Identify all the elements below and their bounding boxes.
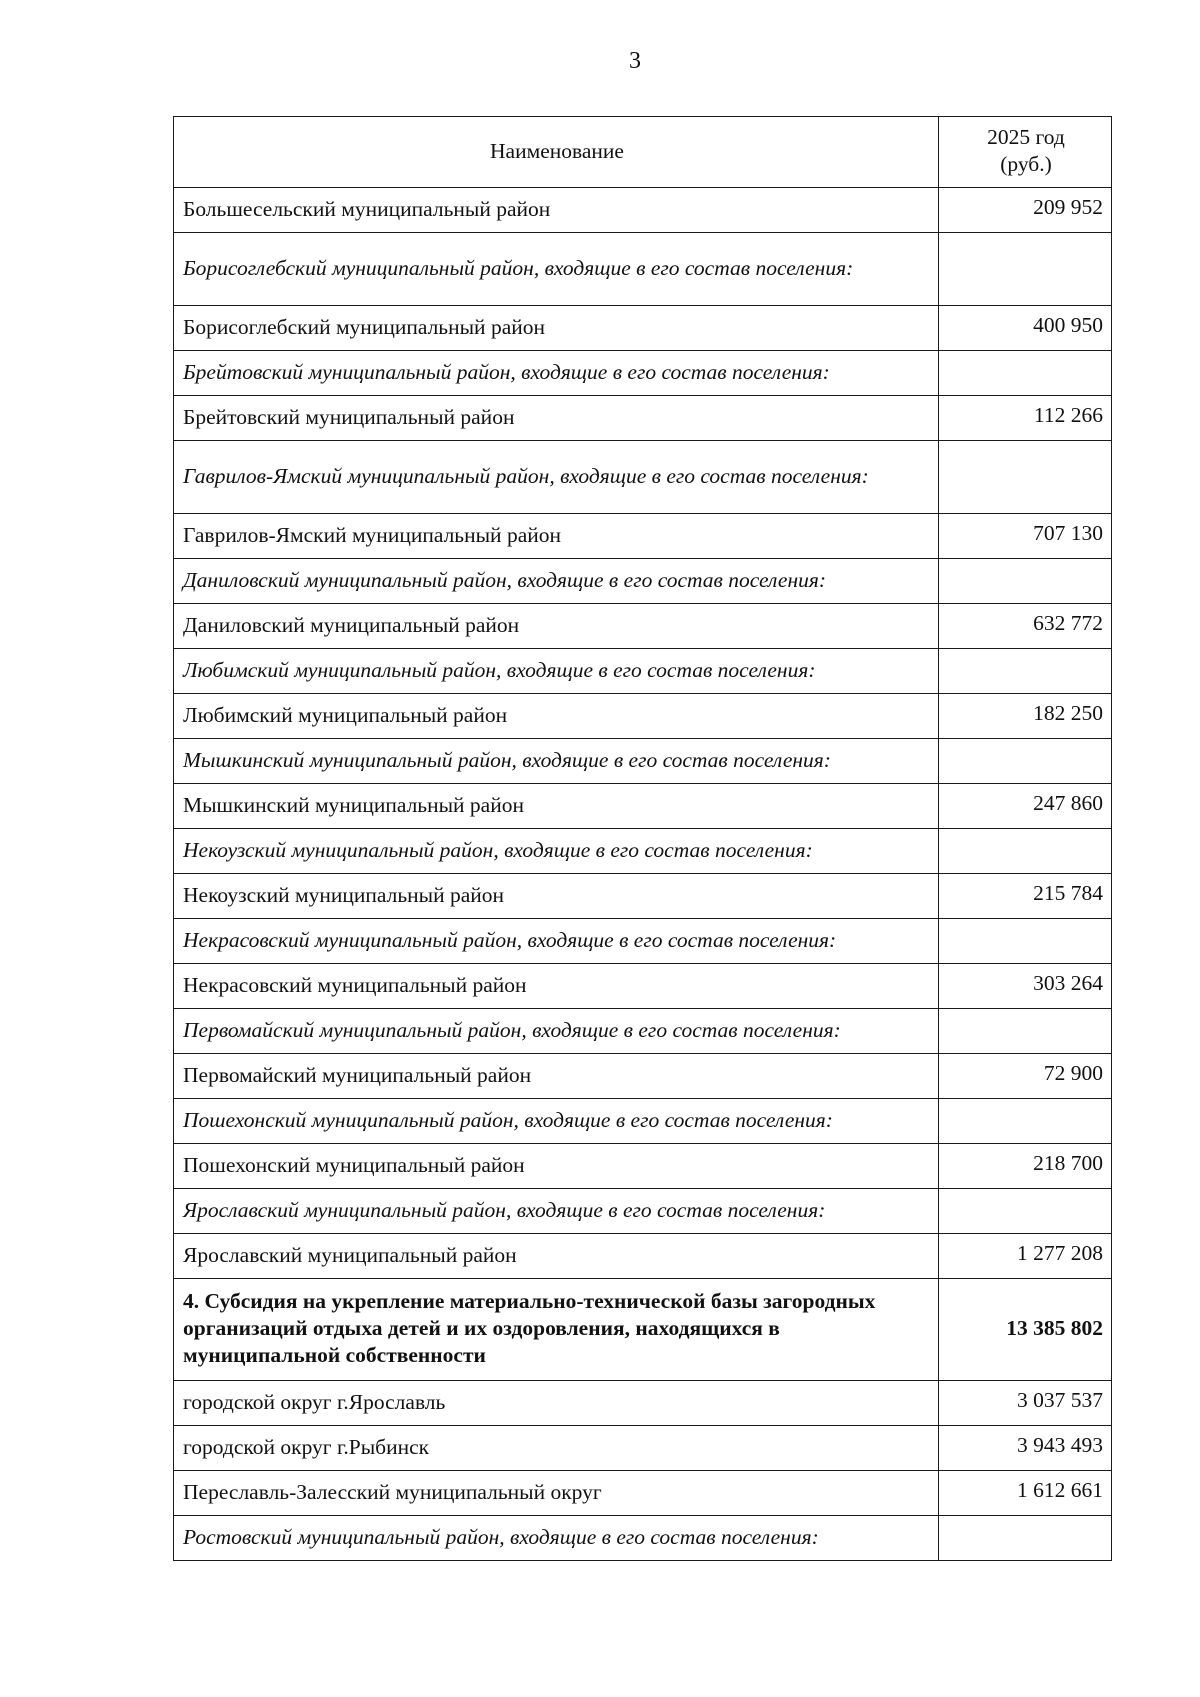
row-name: городской округ г.Рыбинск bbox=[174, 1426, 939, 1471]
table-row bbox=[174, 964, 1112, 1009]
table-group-row bbox=[174, 1009, 1112, 1054]
row-name: Переславль-Залесский муниципальный округ bbox=[174, 1471, 939, 1516]
row-name: Гаврилов-Ямский муниципальный район, входящие в его состав поселения: bbox=[174, 441, 939, 514]
row-name: Первомайский муниципальный район bbox=[174, 1054, 939, 1099]
row-value: 707 130 bbox=[939, 514, 1112, 559]
row-name: Пошехонский муниципальный район bbox=[174, 1144, 939, 1189]
table-group-row bbox=[174, 649, 1112, 694]
row-name: Мышкинский муниципальный район bbox=[174, 784, 939, 829]
table-row bbox=[174, 784, 1112, 829]
row-name: 4. Субсидия на укрепление материально-технической базы загородных организаций отдыха детей и их оздоровления, находящихся в муниципальной собственности bbox=[174, 1279, 939, 1381]
row-name: Некрасовский муниципальный район, входящие в его состав поселения: bbox=[174, 919, 939, 964]
row-value: 400 950 bbox=[939, 306, 1112, 351]
row-name: Любимский муниципальный район, входящие в его состав поселения: bbox=[174, 649, 939, 694]
row-name: Борисоглебский муниципальный район, входящие в его состав поселения: bbox=[174, 233, 939, 306]
row-name: Даниловский муниципальный район bbox=[174, 604, 939, 649]
table-row bbox=[174, 1381, 1112, 1426]
row-name: Некоузский муниципальный район bbox=[174, 874, 939, 919]
table-row bbox=[174, 306, 1112, 351]
table-group-row bbox=[174, 351, 1112, 396]
row-value: 632 772 bbox=[939, 604, 1112, 649]
table-section-row bbox=[174, 1279, 1112, 1381]
row-value: 3 037 537 bbox=[939, 1381, 1112, 1426]
row-name: Ярославский муниципальный район bbox=[174, 1234, 939, 1279]
row-value bbox=[939, 1189, 1112, 1234]
table-body bbox=[174, 188, 1112, 1561]
row-name: Первомайский муниципальный район, входящие в его состав поселения: bbox=[174, 1009, 939, 1054]
row-value bbox=[939, 739, 1112, 784]
row-name: Большесельский муниципальный район bbox=[174, 188, 939, 233]
table-group-row bbox=[174, 919, 1112, 964]
row-name: Брейтовский муниципальный район bbox=[174, 396, 939, 441]
table-row bbox=[174, 1471, 1112, 1516]
row-name: городской округ г.Ярославль bbox=[174, 1381, 939, 1426]
table-group-row bbox=[174, 233, 1112, 306]
column-header-unit: (руб.) bbox=[1000, 152, 1052, 176]
table-row bbox=[174, 1144, 1112, 1189]
table-group-row bbox=[174, 559, 1112, 604]
table-row bbox=[174, 514, 1112, 559]
row-value bbox=[939, 1009, 1112, 1054]
row-value: 72 900 bbox=[939, 1054, 1112, 1099]
row-name: Ростовский муниципальный район, входящие в его состав поселения: bbox=[174, 1516, 939, 1561]
row-name: Любимский муниципальный район bbox=[174, 694, 939, 739]
row-value bbox=[939, 1516, 1112, 1561]
column-header-year: 2025 год bbox=[987, 125, 1065, 149]
table-row bbox=[174, 1234, 1112, 1279]
row-name: Гаврилов-Ямский муниципальный район bbox=[174, 514, 939, 559]
table-row bbox=[174, 874, 1112, 919]
row-value bbox=[939, 441, 1112, 514]
column-header-name: Наименование bbox=[174, 117, 939, 188]
table-group-row bbox=[174, 1099, 1112, 1144]
subsidy-table bbox=[173, 116, 1112, 1561]
row-name: Мышкинский муниципальный район, входящие в его состав поселения: bbox=[174, 739, 939, 784]
row-name: Пошехонский муниципальный район, входящие в его состав поселения: bbox=[174, 1099, 939, 1144]
row-value bbox=[939, 919, 1112, 964]
table-group-row bbox=[174, 829, 1112, 874]
row-value bbox=[939, 1099, 1112, 1144]
table-group-row bbox=[174, 441, 1112, 514]
table-row bbox=[174, 694, 1112, 739]
page-number: 3 bbox=[629, 48, 641, 74]
table-row bbox=[174, 1054, 1112, 1099]
row-value: 3 943 493 bbox=[939, 1426, 1112, 1471]
row-value: 215 784 bbox=[939, 874, 1112, 919]
row-value bbox=[939, 233, 1112, 306]
column-header-value bbox=[939, 117, 1112, 188]
row-value bbox=[939, 351, 1112, 396]
row-value: 112 266 bbox=[939, 396, 1112, 441]
row-value: 247 860 bbox=[939, 784, 1112, 829]
row-name: Ярославский муниципальный район, входящие в его состав поселения: bbox=[174, 1189, 939, 1234]
row-name: Некрасовский муниципальный район bbox=[174, 964, 939, 1009]
row-value bbox=[939, 649, 1112, 694]
table-group-row bbox=[174, 739, 1112, 784]
table-row bbox=[174, 188, 1112, 233]
row-value: 303 264 bbox=[939, 964, 1112, 1009]
row-value bbox=[939, 829, 1112, 874]
row-value: 1 277 208 bbox=[939, 1234, 1112, 1279]
row-name: Борисоглебский муниципальный район bbox=[174, 306, 939, 351]
table-row bbox=[174, 396, 1112, 441]
table-row bbox=[174, 604, 1112, 649]
table-group-row bbox=[174, 1189, 1112, 1234]
row-value bbox=[939, 559, 1112, 604]
row-value: 182 250 bbox=[939, 694, 1112, 739]
row-name: Некоузский муниципальный район, входящие в его состав поселения: bbox=[174, 829, 939, 874]
table-group-row bbox=[174, 1516, 1112, 1561]
table-header-row bbox=[174, 117, 1112, 188]
row-name: Даниловский муниципальный район, входящие в его состав поселения: bbox=[174, 559, 939, 604]
table-row bbox=[174, 1426, 1112, 1471]
row-value: 1 612 661 bbox=[939, 1471, 1112, 1516]
row-value: 209 952 bbox=[939, 188, 1112, 233]
row-value: 218 700 bbox=[939, 1144, 1112, 1189]
row-value: 13 385 802 bbox=[939, 1279, 1112, 1381]
row-name: Брейтовский муниципальный район, входящие в его состав поселения: bbox=[174, 351, 939, 396]
